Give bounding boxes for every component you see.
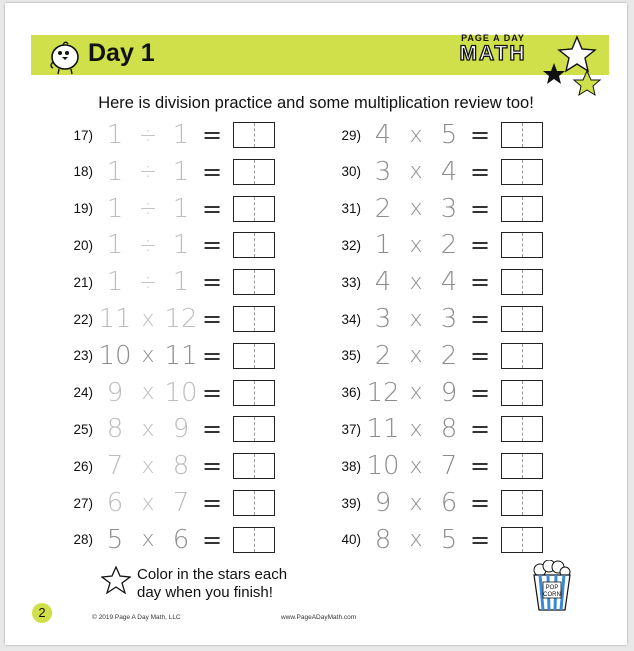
operator: x — [409, 269, 423, 295]
bird-icon — [45, 36, 85, 76]
problem-number: 39) — [341, 495, 361, 511]
equals-sign: = — [201, 452, 223, 481]
answer-box[interactable] — [233, 159, 275, 185]
problem-number: 34) — [341, 311, 361, 327]
problem-expression — [97, 157, 199, 187]
problem-number: 20) — [73, 237, 93, 253]
answer-box[interactable] — [233, 527, 275, 553]
operand-b: 1 — [172, 156, 190, 187]
problem-row — [323, 230, 543, 260]
problem-expression — [97, 488, 199, 518]
star-icon — [101, 566, 131, 594]
popcorn-label-1: POP — [545, 585, 559, 591]
answer-box[interactable] — [501, 269, 543, 295]
operand-a: 6 — [106, 488, 124, 518]
operator: x — [409, 122, 423, 148]
operand-a: 1 — [374, 230, 392, 261]
equals-sign: = — [201, 415, 223, 444]
operand-a: 2 — [374, 340, 392, 371]
problem-expression — [365, 341, 467, 371]
problem-number: 37) — [341, 421, 361, 437]
operand-a: 11 — [366, 414, 400, 445]
star-icon — [537, 35, 617, 101]
operand-b: 12 — [164, 304, 198, 334]
problem-number: 18) — [73, 164, 93, 180]
problem-number: 26) — [73, 458, 93, 474]
operand-a: 12 — [366, 377, 400, 408]
operator: ÷ — [138, 159, 158, 185]
operator: x — [409, 490, 423, 516]
operand-a: 8 — [374, 524, 392, 555]
problem-row — [55, 378, 275, 408]
problem-row — [55, 525, 275, 555]
operand-b: 1 — [172, 267, 190, 298]
problem-expression — [97, 378, 199, 408]
operand-a: 9 — [374, 488, 392, 518]
problem-expression — [97, 414, 199, 444]
operator: ÷ — [138, 196, 158, 222]
answer-box[interactable] — [233, 269, 275, 295]
problem-number: 38) — [341, 458, 361, 474]
problem-number: 31) — [341, 201, 361, 217]
operand-a: 10 — [98, 340, 132, 371]
operand-a: 3 — [374, 304, 392, 334]
problem-expression — [365, 451, 467, 481]
operator: x — [409, 232, 423, 258]
problem-row — [323, 267, 543, 297]
problem-row — [55, 414, 275, 444]
problem-expression — [97, 267, 199, 297]
answer-box[interactable] — [233, 306, 275, 332]
answer-box[interactable] — [233, 122, 275, 148]
equals-sign: = — [201, 268, 223, 297]
operator: x — [409, 527, 423, 553]
problem-expression — [365, 378, 467, 408]
problem-row — [55, 267, 275, 297]
equals-sign: = — [201, 121, 223, 149]
operand-b: 6 — [440, 488, 458, 518]
problem-row — [55, 341, 275, 371]
problem-expression — [97, 451, 199, 481]
equals-sign: = — [201, 231, 223, 260]
operand-a: 1 — [106, 267, 124, 298]
operator: x — [409, 306, 423, 332]
answer-box[interactable] — [501, 343, 543, 369]
equals-sign: = — [469, 415, 491, 444]
equals-sign: = — [469, 378, 491, 407]
instructions-text: Here is division practice and some multiplication review too! — [98, 94, 534, 112]
problem-row — [323, 488, 543, 518]
operand-b: 3 — [440, 304, 458, 334]
equals-sign: = — [469, 121, 491, 149]
operand-b: 2 — [440, 340, 458, 371]
operand-a: 3 — [374, 156, 392, 187]
answer-box[interactable] — [233, 416, 275, 442]
logo-main-text: MATH — [459, 42, 527, 65]
equals-sign: = — [201, 157, 223, 186]
operator: x — [409, 196, 423, 222]
problem-expression — [97, 230, 199, 260]
operand-b: 8 — [172, 451, 190, 482]
problem-number: 17) — [73, 127, 93, 143]
operand-a: 1 — [106, 230, 124, 261]
problem-number: 36) — [341, 385, 361, 401]
color-text-line2: day when you finish! — [137, 584, 273, 601]
answer-box[interactable] — [501, 527, 543, 553]
answer-box[interactable] — [501, 416, 543, 442]
problem-row — [55, 304, 275, 334]
operand-a: 2 — [374, 193, 392, 224]
problem-expression — [365, 525, 467, 555]
problem-number: 40) — [341, 532, 361, 548]
operand-b: 2 — [440, 230, 458, 261]
operand-b: 9 — [440, 377, 458, 408]
operand-a: 9 — [106, 377, 124, 408]
operator: x — [409, 343, 423, 369]
problem-number: 27) — [73, 495, 93, 511]
operand-b: 1 — [172, 120, 190, 150]
equals-sign: = — [201, 378, 223, 407]
popcorn-label-2: CORN — [543, 592, 561, 598]
problem-expression — [97, 304, 199, 334]
operator: x — [409, 159, 423, 185]
operand-b: 1 — [172, 230, 190, 261]
page-title: Day 1 — [88, 39, 155, 67]
problem-row — [323, 451, 543, 481]
color-stars-instruction — [137, 566, 377, 602]
equals-sign: = — [201, 341, 223, 370]
answer-box[interactable] — [233, 453, 275, 479]
problem-expression — [365, 488, 467, 518]
operand-b: 7 — [172, 488, 190, 518]
problem-number: 29) — [341, 127, 361, 143]
operand-b: 7 — [440, 451, 458, 482]
problem-row — [323, 157, 543, 187]
answer-box[interactable] — [233, 343, 275, 369]
answer-box[interactable] — [501, 196, 543, 222]
problem-row — [323, 194, 543, 224]
operand-a: 4 — [374, 120, 392, 150]
operand-a: 7 — [106, 451, 124, 482]
operand-b: 8 — [440, 414, 458, 445]
answer-box[interactable] — [233, 196, 275, 222]
operand-b: 1 — [172, 193, 190, 224]
problem-row — [323, 120, 543, 150]
problem-number: 22) — [73, 311, 93, 327]
operand-a: 4 — [374, 267, 392, 298]
operator: ÷ — [138, 269, 158, 295]
problem-number: 23) — [73, 348, 93, 364]
operand-a: 5 — [106, 524, 124, 555]
operand-b: 11 — [164, 340, 198, 371]
popcorn-icon — [530, 560, 574, 614]
problem-row — [55, 157, 275, 187]
equals-sign: = — [201, 525, 223, 554]
equals-sign: = — [469, 194, 491, 223]
equals-sign: = — [201, 194, 223, 223]
operator: x — [141, 490, 155, 516]
problem-row — [55, 194, 275, 224]
equals-sign: = — [201, 489, 223, 517]
problem-number: 19) — [73, 201, 93, 217]
page-number: 2 — [32, 603, 52, 623]
operand-a: 1 — [106, 193, 124, 224]
equals-sign: = — [469, 489, 491, 517]
problem-expression — [97, 341, 199, 371]
problem-number: 35) — [341, 348, 361, 364]
color-text-line1: Color in the stars each — [137, 566, 288, 583]
equals-sign: = — [469, 525, 491, 554]
website-text: www.PageADayMath.com — [281, 614, 357, 621]
problem-row — [323, 525, 543, 555]
problem-row — [55, 230, 275, 260]
problem-number: 33) — [341, 274, 361, 290]
operand-b: 5 — [440, 524, 458, 555]
operand-b: 4 — [440, 156, 458, 187]
operand-a: 8 — [106, 414, 124, 445]
problem-expression — [97, 120, 199, 150]
operand-a: 1 — [106, 156, 124, 187]
problem-expression — [365, 304, 467, 334]
operand-a: 11 — [98, 304, 132, 334]
problem-expression — [365, 267, 467, 297]
problem-row — [55, 120, 275, 150]
answer-box[interactable] — [501, 490, 543, 516]
problem-expression — [97, 525, 199, 555]
operator: x — [409, 453, 423, 479]
problem-expression — [365, 230, 467, 260]
operand-b: 10 — [164, 377, 198, 408]
operator: x — [141, 416, 155, 442]
answer-box[interactable] — [501, 232, 543, 258]
operator: x — [141, 527, 155, 553]
problem-row — [323, 341, 543, 371]
operator: x — [141, 306, 155, 332]
logo-top-text: PAGE A DAY — [461, 33, 525, 43]
problem-row — [323, 304, 543, 334]
problem-row — [55, 488, 275, 518]
operand-a: 1 — [106, 120, 124, 150]
problem-number: 30) — [341, 164, 361, 180]
operand-b: 9 — [172, 414, 190, 445]
problem-expression — [365, 194, 467, 224]
equals-sign: = — [469, 231, 491, 260]
operator: x — [409, 416, 423, 442]
problem-number: 25) — [73, 421, 93, 437]
operator: ÷ — [138, 232, 158, 258]
answer-box[interactable] — [501, 159, 543, 185]
operator: x — [409, 380, 423, 406]
problem-number: 24) — [73, 385, 93, 401]
answer-box[interactable] — [501, 453, 543, 479]
operand-b: 3 — [440, 193, 458, 224]
answer-box[interactable] — [233, 490, 275, 516]
problem-expression — [365, 414, 467, 444]
worksheet-page — [5, 3, 627, 645]
answer-box[interactable] — [501, 380, 543, 406]
equals-sign: = — [469, 157, 491, 186]
operator: ÷ — [138, 122, 158, 148]
problem-row — [55, 451, 275, 481]
operand-b: 6 — [172, 524, 190, 555]
problem-number: 32) — [341, 237, 361, 253]
problem-number: 21) — [73, 274, 93, 290]
equals-sign: = — [469, 305, 491, 333]
copyright-text: © 2019 Page A Day Math, LLC — [92, 614, 181, 621]
problem-number: 28) — [73, 532, 93, 548]
operand-a: 10 — [366, 451, 400, 482]
problem-row — [323, 378, 543, 408]
operand-b: 5 — [440, 120, 458, 150]
problem-expression — [365, 157, 467, 187]
problem-expression — [97, 194, 199, 224]
operand-b: 4 — [440, 267, 458, 298]
equals-sign: = — [469, 341, 491, 370]
equals-sign: = — [201, 305, 223, 333]
operator: x — [141, 343, 155, 369]
answer-box[interactable] — [233, 380, 275, 406]
answer-box[interactable] — [501, 122, 543, 148]
problem-row — [323, 414, 543, 444]
answer-box[interactable] — [233, 232, 275, 258]
operator: x — [141, 380, 155, 406]
answer-box[interactable] — [501, 306, 543, 332]
problem-expression — [365, 120, 467, 150]
operator: x — [141, 453, 155, 479]
equals-sign: = — [469, 452, 491, 481]
equals-sign: = — [469, 268, 491, 297]
